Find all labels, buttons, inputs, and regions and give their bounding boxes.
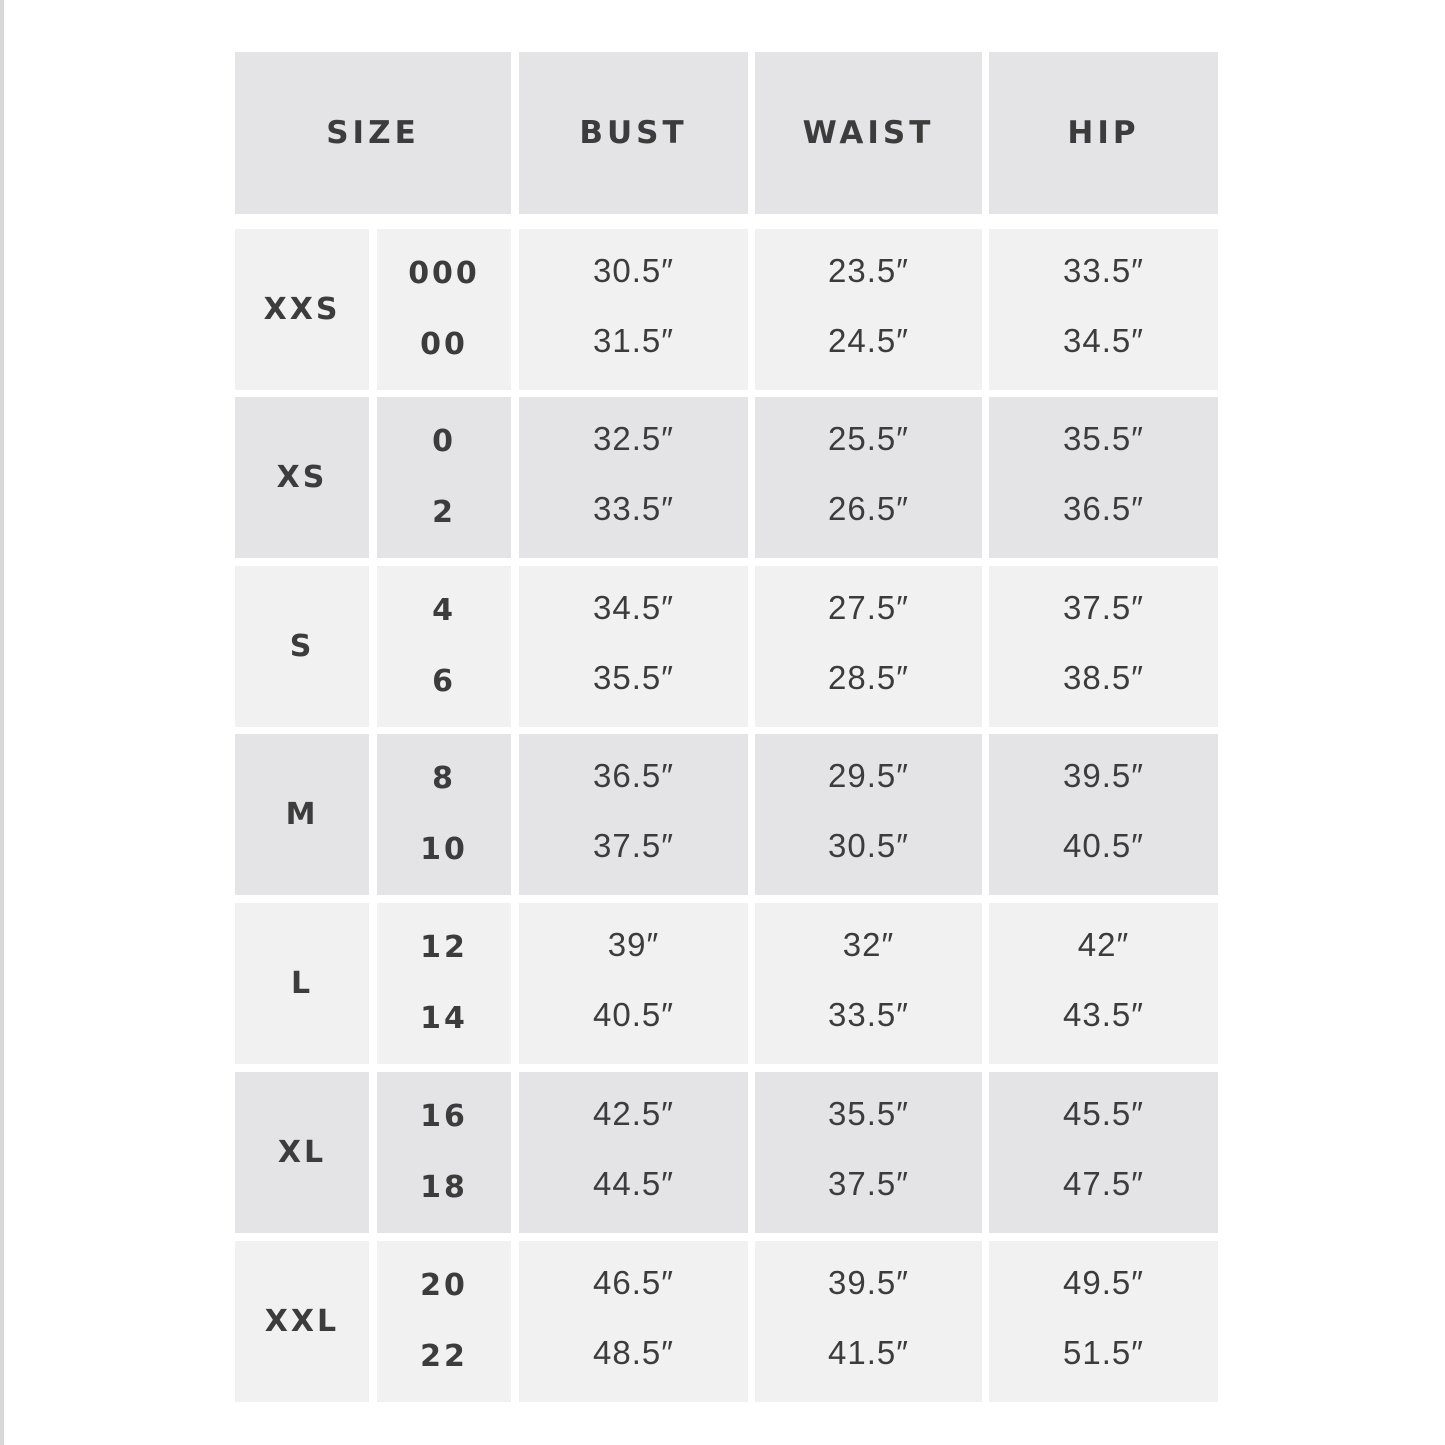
bust-value: 37.5″	[593, 827, 674, 865]
size-number: 2	[432, 494, 456, 530]
waist-cell	[755, 903, 982, 1064]
size-group-label: XXL	[264, 1304, 340, 1339]
bust-cell	[519, 566, 748, 727]
size-group-label: S	[289, 629, 315, 664]
header-waist	[755, 52, 982, 214]
hip-cell	[989, 734, 1218, 895]
size-number: 10	[420, 831, 468, 867]
size-group-cell	[235, 734, 369, 895]
size-group-label: XXS	[263, 292, 341, 327]
size-number-cell	[377, 903, 511, 1064]
waist-value: 41.5″	[828, 1334, 909, 1372]
hip-cell	[989, 566, 1218, 727]
bust-value: 48.5″	[593, 1334, 674, 1372]
header-bust	[519, 52, 748, 214]
waist-cell	[755, 397, 982, 558]
waist-value: 35.5″	[828, 1094, 909, 1132]
size-number: 6	[432, 663, 456, 699]
size-number-cell	[377, 1072, 511, 1233]
waist-cell	[755, 566, 982, 727]
waist-cell	[755, 734, 982, 895]
size-number: 14	[420, 1000, 468, 1036]
waist-value: 29.5″	[828, 756, 909, 794]
bust-value: 35.5″	[593, 659, 674, 697]
size-number-cell	[377, 1241, 511, 1402]
size-group-label: M	[285, 797, 319, 832]
size-group-label: XS	[276, 460, 328, 495]
size-number: 22	[420, 1338, 468, 1374]
hip-value: 43.5″	[1063, 996, 1144, 1034]
bust-value: 46.5″	[593, 1263, 674, 1301]
size-number: 20	[420, 1268, 468, 1304]
waist-value: 24.5″	[828, 322, 909, 360]
hip-value: 34.5″	[1063, 322, 1144, 360]
size-number: 18	[420, 1169, 468, 1205]
size-number-cell	[377, 734, 511, 895]
waist-value: 33.5″	[828, 996, 909, 1034]
bust-value: 33.5″	[593, 490, 674, 528]
bust-value: 40.5″	[593, 996, 674, 1034]
hip-cell	[989, 1072, 1218, 1233]
waist-value: 32″	[842, 925, 895, 963]
hip-value: 47.5″	[1063, 1165, 1144, 1203]
size-number: 16	[420, 1099, 468, 1135]
size-number: 4	[432, 593, 456, 629]
bust-value: 34.5″	[593, 588, 674, 626]
waist-value: 39.5″	[828, 1263, 909, 1301]
hip-value: 36.5″	[1063, 490, 1144, 528]
hip-value: 45.5″	[1063, 1094, 1144, 1132]
bust-value: 36.5″	[593, 756, 674, 794]
bust-value: 31.5″	[593, 322, 674, 360]
waist-value: 23.5″	[828, 251, 909, 289]
size-number-cell	[377, 566, 511, 727]
size-number: 00	[420, 326, 468, 362]
waist-value: 37.5″	[828, 1165, 909, 1203]
size-number: 8	[432, 761, 456, 797]
hip-cell	[989, 1241, 1218, 1402]
hip-value: 35.5″	[1063, 419, 1144, 457]
size-group-cell	[235, 229, 369, 390]
header-size-label: SIZE	[326, 115, 420, 151]
size-group-cell	[235, 1072, 369, 1233]
header-hip-label: HIP	[1067, 115, 1140, 151]
size-group-label: L	[290, 966, 314, 1001]
size-group-cell	[235, 903, 369, 1064]
size-group-cell	[235, 1241, 369, 1402]
size-group-label: XL	[277, 1135, 327, 1170]
waist-cell	[755, 1072, 982, 1233]
waist-value: 26.5″	[828, 490, 909, 528]
hip-value: 51.5″	[1063, 1334, 1144, 1372]
size-number: 0	[432, 424, 456, 460]
bust-cell	[519, 903, 748, 1064]
bust-value: 39″	[607, 925, 660, 963]
hip-value: 37.5″	[1063, 588, 1144, 626]
bust-cell	[519, 734, 748, 895]
bust-cell	[519, 397, 748, 558]
waist-value: 27.5″	[828, 588, 909, 626]
bust-cell	[519, 229, 748, 390]
hip-cell	[989, 229, 1218, 390]
waist-cell	[755, 1241, 982, 1402]
hip-value: 40.5″	[1063, 827, 1144, 865]
bust-value: 44.5″	[593, 1165, 674, 1203]
hip-value: 49.5″	[1063, 1263, 1144, 1301]
bust-value: 42.5″	[593, 1094, 674, 1132]
size-number: 12	[420, 930, 468, 966]
hip-cell	[989, 397, 1218, 558]
waist-value: 30.5″	[828, 827, 909, 865]
waist-cell	[755, 229, 982, 390]
bust-cell	[519, 1072, 748, 1233]
waist-value: 25.5″	[828, 419, 909, 457]
bust-value: 30.5″	[593, 251, 674, 289]
hip-cell	[989, 903, 1218, 1064]
size-number: 000	[408, 256, 480, 292]
hip-value: 38.5″	[1063, 659, 1144, 697]
size-number-cell	[377, 229, 511, 390]
bust-cell	[519, 1241, 748, 1402]
header-bust-label: BUST	[579, 115, 688, 151]
hip-value: 33.5″	[1063, 251, 1144, 289]
hip-value: 42″	[1077, 925, 1130, 963]
size-group-cell	[235, 397, 369, 558]
header-size	[235, 52, 511, 214]
size-number-cell	[377, 397, 511, 558]
hip-value: 39.5″	[1063, 756, 1144, 794]
header-waist-label: WAIST	[802, 115, 935, 151]
header-hip	[989, 52, 1218, 214]
bust-value: 32.5″	[593, 419, 674, 457]
size-group-cell	[235, 566, 369, 727]
waist-value: 28.5″	[828, 659, 909, 697]
